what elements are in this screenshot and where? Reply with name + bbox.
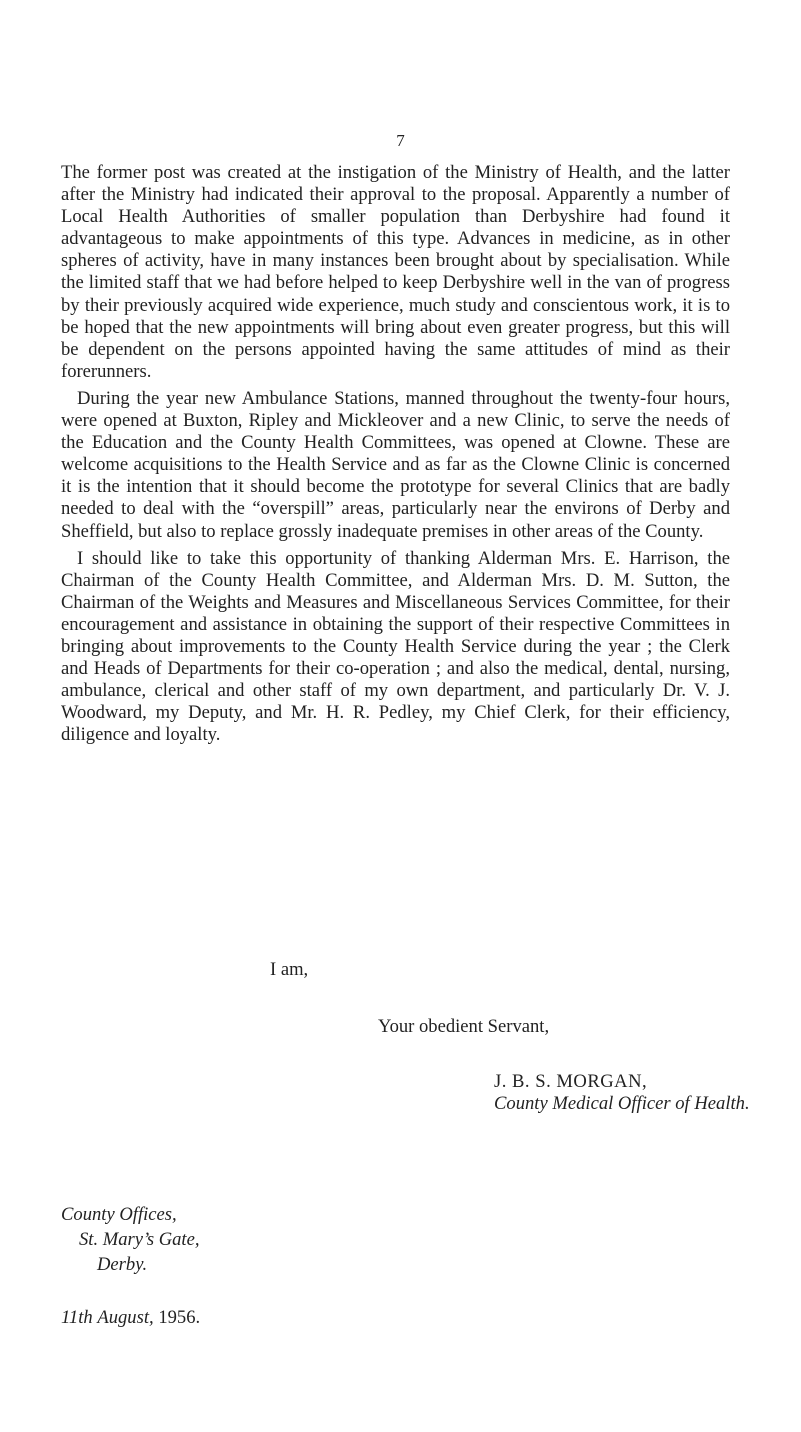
closing-salutation: I am,	[270, 959, 309, 980]
signatory-name: J. B. S. MORGAN,	[494, 1071, 648, 1092]
address-line-3: Derby.	[97, 1254, 148, 1275]
signatory-title: County Medical Officer of Health.	[494, 1093, 750, 1114]
date-month: August,	[97, 1307, 154, 1328]
letter-body	[61, 162, 730, 746]
address-line-2: St. Mary’s Gate,	[79, 1229, 200, 1250]
page-number: 7	[396, 131, 405, 150]
paragraph-appointments: The former post was created at the instigation of the Ministry of Health, and the latter after the Ministry had indicated their approval to the proposal. Apparently a number of Local Health Authorities of smaller population than Derbyshire had found it advantageous to make appointments of this type. Advances in medicine, as in other spheres of activity, have in many instances been brought about by specialisation. While the limited staff that we had before helped to keep Derbyshire well in the van of progress by their previously acquired wide experience, much study and conscientous work, it is to be hoped that the new appointments will bring about even greater progress, but this will be dependent on the persons appointed having the same attitudes of mind as their forerunners.	[61, 162, 730, 382]
paragraph-acknowledgements: I should like to take this opportunity of thanking Alderman Mrs. E. Harrison, the Chairman of the County Health Committee, and Alderman Mrs. D. M. Sutton, the Chairman of the Weights and Measures and Miscellaneous Services Committee, for their encouragement and assistance in obtaining the support of their respective Committees in bringing about improvements to the County Health Service during the year ; the Clerk and Heads of Departments for their co-operation ; and also the medical, dental, nursing, ambulance, clerical and other staff of my own department, and particularly Dr. V. J. Woodward, my Deputy, and Mr. H. R. Pedley, my Chief Clerk, for their efficiency, diligence and loyalty.	[61, 547, 730, 746]
date-day: 11th	[61, 1307, 93, 1328]
paragraph-ambulance-stations: During the year new Ambulance Stations, manned throughout the twenty-four hours, were opened at Buxton, Ripley and Mickleover and a new Clinic, to serve the needs of the Education and the County Health Committees, was opened at Clowne. These are welcome acquisitions to the Health Service and as far as the Clowne Clinic is concerned it is the intention that it should become the prototype for several Clinics that are badly needed to deal with the “overspill” areas, particularly near the environs of Derby and Sheffield, but also to replace grossly inadequate premises in other areas of the County.	[61, 387, 730, 542]
letter-date	[61, 1307, 200, 1329]
closing-servant: Your obedient Servant,	[378, 1016, 550, 1037]
address-line-1: County Offices,	[61, 1204, 177, 1225]
date-year: 1956.	[158, 1307, 201, 1328]
